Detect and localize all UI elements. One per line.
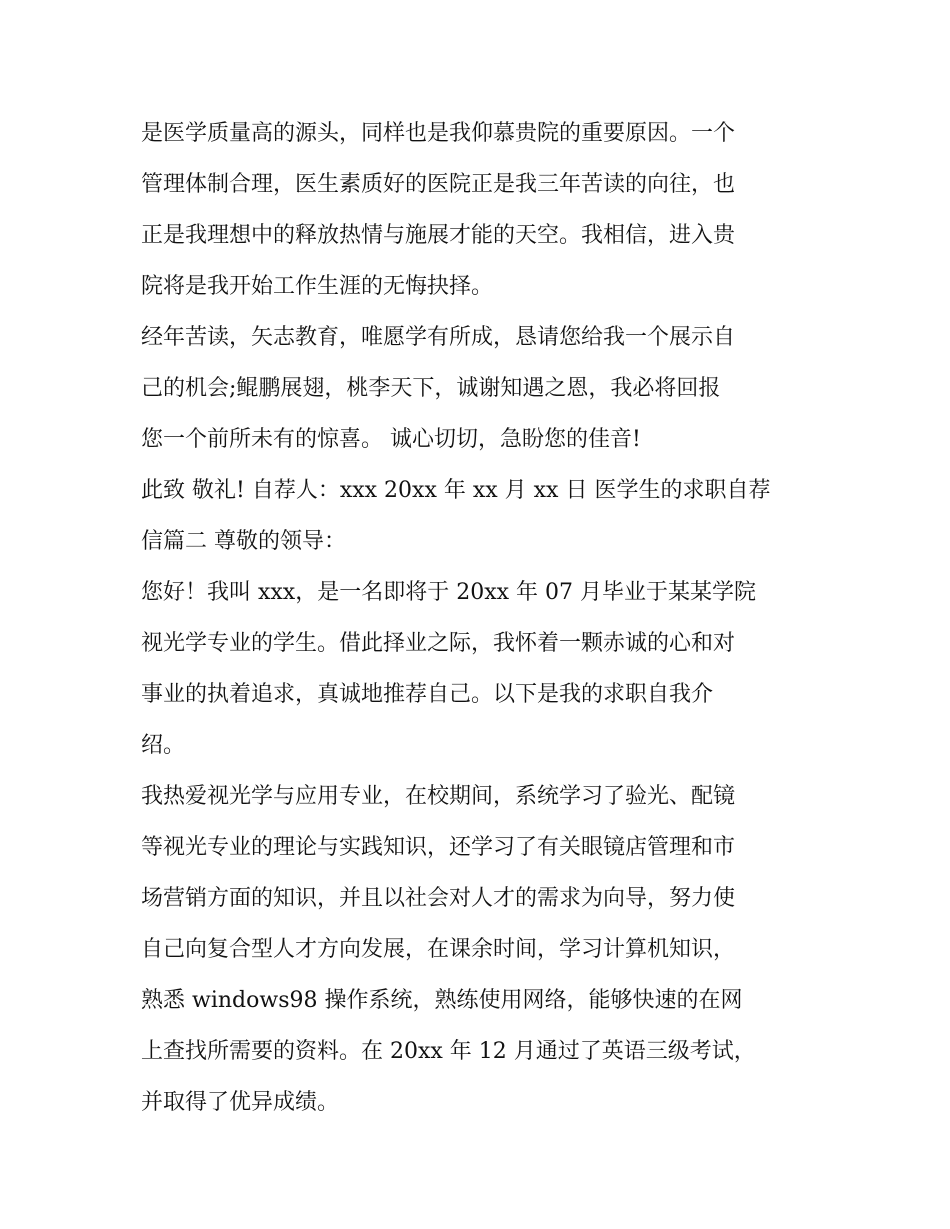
text-line: 此致 敬礼! 自荐人：xxx 20xx 年 xx 月 xx 日 医学生的求职自荐 (141, 478, 771, 503)
text-line: 事业的执着追求，真诚地推荐自己。以下是我的求职自我介 (141, 682, 714, 707)
text-line: 您好！我叫 xxx，是一名即将于 20xx 年 07 月毕业于某某学院 (141, 580, 756, 605)
text-line: 院将是我开始工作生涯的无悔抉择。 (141, 274, 494, 299)
text-line: 是医学质量高的源头，同样也是我仰慕贵院的重要原因。一个 (141, 121, 736, 146)
text-line: 并取得了优异成绩。 (141, 1090, 340, 1115)
text-line: 经年苦读，矢志教育，唯愿学有所成，恳请您给我一个展示自 (141, 325, 736, 350)
text-line: 视光学专业的学生。借此择业之际，我怀着一颗赤诚的心和对 (141, 631, 736, 656)
text-line: 上查找所需要的资料。在 20xx 年 12 月通过了英语三级考试， (141, 1039, 756, 1064)
text-line: 正是我理想中的释放热情与施展才能的天空。我相信，进入贵 (141, 223, 736, 248)
letter-body (141, 108, 831, 1128)
text-line: 自己向复合型人才方向发展，在课余时间，学习计算机知识， (141, 937, 736, 962)
text-line: 绍。 (141, 733, 186, 758)
text-line: 您一个前所未有的惊喜。 诚心切切，急盼您的佳音! (141, 427, 641, 452)
text-line: 场营销方面的知识，并且以社会对人才的需求为向导，努力使 (141, 886, 736, 911)
text-line: 管理体制合理，医生素质好的医院正是我三年苦读的向往，也 (141, 172, 736, 197)
text-line: 熟悉 windows98 操作系统，熟练使用网络，能够快速的在网 (141, 988, 743, 1013)
text-line: 等视光专业的理论与实践知识，还学习了有关眼镜店管理和市 (141, 835, 736, 860)
text-line: 信篇二 尊敬的领导： (141, 529, 346, 554)
text-line: 己的机会;鲲鹏展翅，桃李天下，诚谢知遇之恩，我必将回报 (141, 376, 721, 401)
text-line: 我热爱视光学与应用专业，在校期间，系统学习了验光、配镜 (141, 784, 736, 809)
